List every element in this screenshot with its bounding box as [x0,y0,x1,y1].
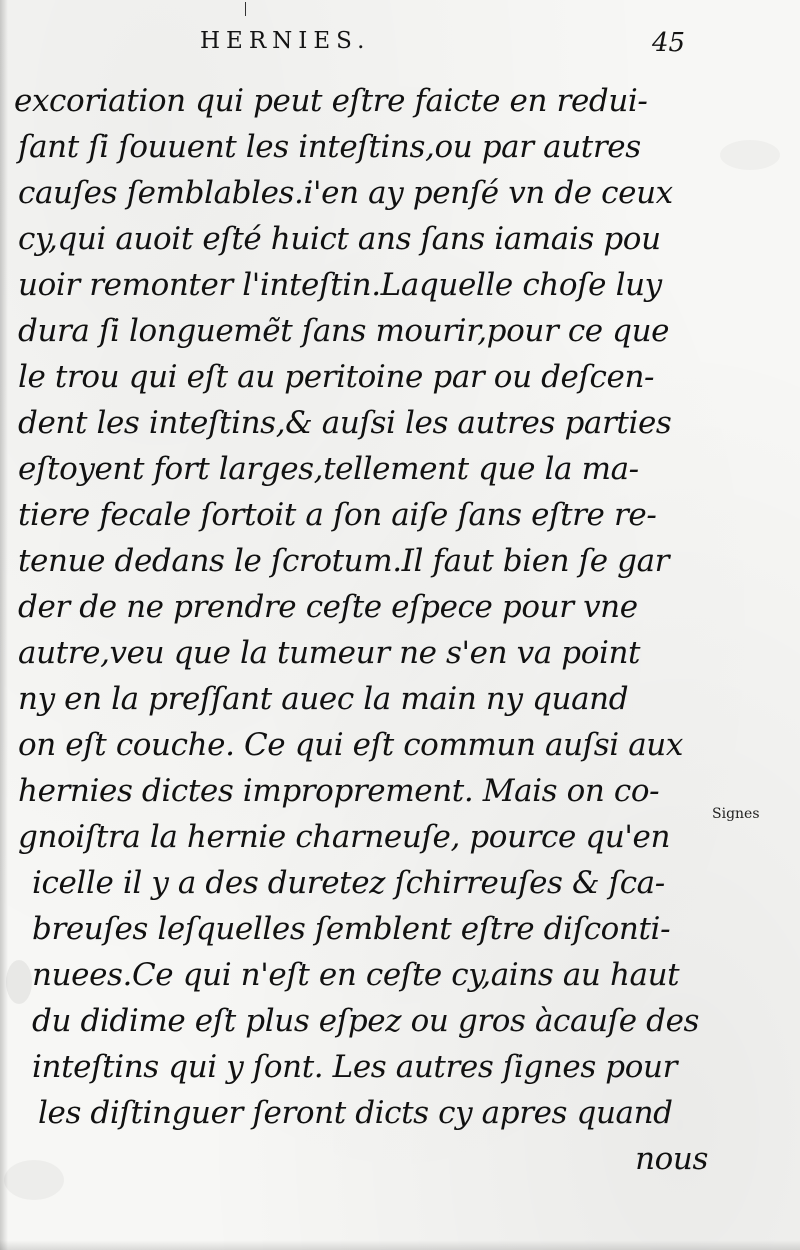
text-line: dura ſi longuemẽt ſans mourir,pour ce que [18,313,670,349]
text-line: on eſt couche. Ce qui eſt commun auſsi aux [18,727,683,763]
text-line: tenue dedans le ſcrotum.Il faut bien ſe gar [18,543,670,579]
text-line: autre,veu que la tumeur ne s'en va point [18,635,641,671]
header-tick-mark [245,2,246,16]
text-line: hernies dictes improprement. Mais on co- [18,773,660,809]
body-text [14,78,714,1182]
text-line: le trou qui eſt au peritoine par ou deſcen- [18,359,655,395]
page-bottom-shadow [0,1240,800,1250]
text-line: uoir remonter l'inteſtin.Laquelle choſe luy [18,267,662,303]
running-head: HERNIES. [200,28,371,54]
text-line: ny en la preſſant auec la main ny quand [18,681,629,717]
page-gutter-shadow [0,0,8,1250]
page-number: 45 [652,28,686,58]
text-line: nuees.Ce qui n'eſt en ceſte cy,ains au haut [32,957,680,993]
text-line: ſant ſi ſouuent les inteſtins,ou par autres [18,129,641,165]
text-line: dent les inteſtins,& auſsi les autres parties [18,405,672,441]
text-line: breuſes leſquelles ſemblent eſtre diſconti- [32,911,671,947]
page-header [0,24,800,64]
text-line: les diſtinguer ſeront dicts cy apres quand [38,1095,673,1131]
catchword: nous [635,1141,708,1177]
text-line: inteſtins qui y ſont. Les autres ſignes pour [32,1049,677,1085]
text-line: tiere fecale ſortoit a ſon aiſe ſans eſtre re- [18,497,657,533]
text-line: du didime eſt plus eſpez ou gros àcauſe des [32,1003,700,1039]
text-line: eſtoyent fort larges,tellement que la ma- [18,451,639,487]
text-line: excoriation qui peut eſtre faicte en redui- [14,83,648,119]
text-line: icelle il y a des duretez ſchirreuſes & ſca- [32,865,665,901]
text-line: cy,qui auoit eſté huict ans ſans iamais pou [18,221,661,257]
page-smudge [720,140,780,170]
text-line: gnoiſtra la hernie charneuſe, pource qu'en [18,819,671,855]
margin-note: Signes [712,806,760,822]
text-line: der de ne prendre ceſte eſpece pour vne [18,589,638,625]
text-line: cauſes ſemblables.i'en ay penſé vn de ceux [18,175,673,211]
